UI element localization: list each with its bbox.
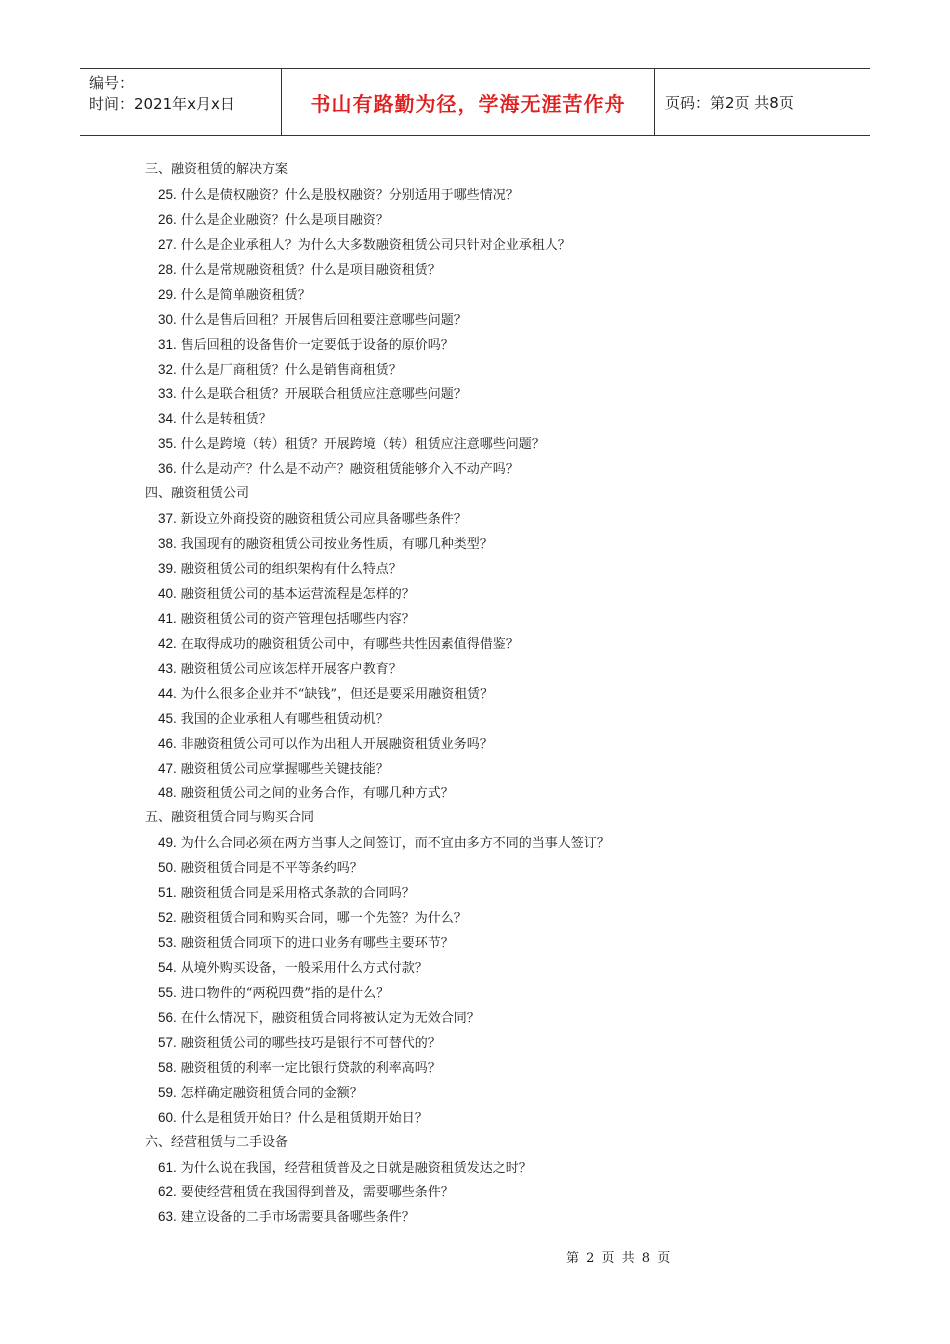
item-text: 融资租赁公司之间的业务合作，有哪几种方式？ xyxy=(180,786,454,802)
item-number: 46. xyxy=(158,735,177,751)
item-number: 61. xyxy=(158,1159,177,1175)
list-item xyxy=(145,1031,845,1056)
section-title: 四、融资租赁公司 xyxy=(145,486,250,502)
item-text: 融资租赁公司应掌握哪些关键技能？ xyxy=(180,761,389,777)
section-title: 六、经营租赁与二手设备 xyxy=(145,1134,289,1150)
list-item xyxy=(145,582,845,607)
item-text: 怎样确定融资租赁合同的金额？ xyxy=(180,1085,363,1101)
item-text: 融资租赁合同是不平等条约吗？ xyxy=(180,861,363,877)
date-label: 时间：2021年x月x日 xyxy=(89,95,235,113)
item-text: 融资租赁合同项下的进口业务有哪些主要环节？ xyxy=(180,936,454,952)
list-item xyxy=(145,931,845,956)
item-number: 34. xyxy=(158,411,177,427)
item-text: 在什么情况下，融资租赁合同将被认定为无效合同？ xyxy=(180,1010,480,1026)
list-item xyxy=(145,906,845,931)
item-text: 从境外购买设备，一般采用什么方式付款？ xyxy=(180,961,428,976)
item-text: 什么是企业融资？什么是项目融资？ xyxy=(180,212,389,228)
item-text: 融资租赁公司的组织架构有什么特点？ xyxy=(180,562,402,577)
item-text: 融资租赁合同和购买合同，哪一个先签？为什么？ xyxy=(180,911,467,927)
list-item xyxy=(145,856,845,881)
list-item xyxy=(145,233,845,258)
list-item xyxy=(145,407,845,432)
list-item xyxy=(145,632,845,657)
item-text: 进口物件的“两税四费”指的是什么？ xyxy=(180,985,390,1001)
question-list xyxy=(145,158,845,1230)
list-item xyxy=(145,382,845,407)
item-text: 融资租赁的利率一定比银行贷款的利率高吗？ xyxy=(180,1060,441,1076)
item-number: 48. xyxy=(158,785,177,801)
list-item xyxy=(145,183,845,208)
list-item xyxy=(145,1205,845,1230)
item-text: 什么是动产？什么是不动产？融资租赁能够介入不动产吗？ xyxy=(180,462,519,478)
list-item xyxy=(145,781,845,806)
item-number: 51. xyxy=(158,885,177,901)
item-number: 29. xyxy=(158,286,177,302)
list-item xyxy=(145,358,845,383)
item-text: 什么是联合租赁？开展联合租赁应注意哪些问题？ xyxy=(180,387,467,403)
section-title: 五、融资租赁合同与购买合同 xyxy=(145,810,315,826)
section-title: 三、融资租赁的解决方案 xyxy=(145,162,289,177)
list-item xyxy=(145,507,845,532)
list-item xyxy=(145,333,845,358)
list-item xyxy=(145,757,845,782)
list-item xyxy=(145,1006,845,1031)
item-text: 什么是转租赁？ xyxy=(180,412,272,428)
list-item xyxy=(145,532,845,557)
item-text: 什么是售后回租？开展售后回租要注意哪些问题？ xyxy=(180,312,467,328)
item-text: 什么是厂商租赁？什么是销售商租赁？ xyxy=(180,362,402,378)
item-number: 59. xyxy=(158,1084,177,1100)
list-item xyxy=(145,1106,845,1131)
item-number: 30. xyxy=(158,311,177,327)
item-text: 要使经营租赁在我国得到普及，需要哪些条件？ xyxy=(180,1185,454,1201)
item-text: 融资租赁公司的哪些技巧是银行不可替代的？ xyxy=(180,1035,441,1051)
item-number: 52. xyxy=(158,910,177,926)
item-text: 融资租赁公司的基本运营流程是怎样的？ xyxy=(180,586,415,602)
header-motto: 书山有路勤为径，学海无涯苦作舟 xyxy=(282,69,655,135)
item-number: 36. xyxy=(158,461,177,477)
list-item xyxy=(145,657,845,682)
item-text: 什么是简单融资租赁？ xyxy=(180,287,311,303)
list-item xyxy=(145,1180,845,1205)
item-text: 建立设备的二手市场需要具备哪些条件？ xyxy=(180,1210,415,1226)
list-item xyxy=(145,682,845,707)
item-number: 62. xyxy=(158,1184,177,1200)
list-item xyxy=(145,707,845,732)
list-item xyxy=(145,1156,845,1181)
item-text: 为什么很多企业并不“缺钱”，但还是要采用融资租赁？ xyxy=(180,686,494,702)
item-text: 售后回租的设备售价一定要低于设备的原价吗？ xyxy=(180,337,454,353)
item-text: 为什么说在我国，经营租赁普及之日就是融资租赁发达之时？ xyxy=(180,1160,532,1176)
item-text: 融资租赁合同是采用格式条款的合同吗？ xyxy=(180,886,415,902)
list-item xyxy=(145,308,845,333)
item-text: 什么是常规融资租赁？什么是项目融资租赁？ xyxy=(180,262,441,278)
header-page-number: 页码：第2页 共8页 xyxy=(665,93,794,112)
list-item xyxy=(145,732,845,757)
item-number: 27. xyxy=(158,236,177,252)
list-item xyxy=(145,881,845,906)
item-number: 26. xyxy=(158,211,177,227)
item-number: 37. xyxy=(158,511,177,527)
list-item xyxy=(145,283,845,308)
list-item xyxy=(145,1056,845,1081)
item-text: 我国的企业承租人有哪些租赁动机？ xyxy=(180,711,389,727)
item-text: 什么是租赁开始日？什么是租赁期开始日？ xyxy=(180,1110,428,1126)
item-number: 57. xyxy=(158,1034,177,1050)
item-number: 31. xyxy=(158,336,177,352)
item-number: 25. xyxy=(158,186,177,202)
item-number: 55. xyxy=(158,984,177,1000)
item-number: 38. xyxy=(158,536,177,552)
item-number: 42. xyxy=(158,635,177,651)
list-item xyxy=(145,432,845,457)
page-header xyxy=(80,68,870,136)
header-meta-cell xyxy=(80,69,282,135)
item-number: 43. xyxy=(158,660,177,676)
item-text: 什么是债权融资？什么是股权融资？分别适用于哪些情况？ xyxy=(180,187,519,203)
item-text: 为什么合同必须在两方当事人之间签订，而不宜由多方不同的当事人签订？ xyxy=(180,836,610,852)
list-item xyxy=(145,258,845,283)
item-number: 28. xyxy=(158,261,177,277)
item-number: 41. xyxy=(158,610,177,626)
item-number: 44. xyxy=(158,685,177,701)
list-item xyxy=(145,831,845,856)
item-text: 非融资租赁公司可以作为出租人开展融资租赁业务吗？ xyxy=(180,736,493,752)
item-text: 我国现有的融资租赁公司按业务性质，有哪几种类型？ xyxy=(180,537,493,553)
item-number: 39. xyxy=(158,561,177,576)
item-number: 60. xyxy=(158,1109,177,1125)
item-number: 50. xyxy=(158,860,177,876)
item-text: 新设立外商投资的融资租赁公司应具备哪些条件？ xyxy=(180,512,467,528)
item-number: 49. xyxy=(158,835,177,851)
item-number: 56. xyxy=(158,1009,177,1025)
item-text: 融资租赁公司的资产管理包括哪些内容？ xyxy=(180,611,415,627)
item-number: 33. xyxy=(158,386,177,402)
item-number: 47. xyxy=(158,760,177,776)
list-item xyxy=(145,457,845,482)
list-item xyxy=(145,607,845,632)
item-number: 63. xyxy=(158,1209,177,1225)
serial-number-label: 编号： xyxy=(89,74,135,92)
list-item xyxy=(145,981,845,1006)
list-item xyxy=(145,956,845,981)
item-number: 32. xyxy=(158,361,177,377)
item-number: 58. xyxy=(158,1059,177,1075)
item-number: 35. xyxy=(158,436,177,452)
item-text: 什么是企业承租人？为什么大多数融资租赁公司只针对企业承租人？ xyxy=(180,237,571,253)
item-text: 在取得成功的融资租赁公司中，有哪些共性因素值得借鉴？ xyxy=(180,636,519,652)
list-item xyxy=(145,208,845,233)
item-number: 40. xyxy=(158,585,177,601)
item-text: 什么是跨境（转）租赁？开展跨境（转）租赁应注意哪些问题？ xyxy=(180,437,545,453)
item-text: 融资租赁公司应该怎样开展客户教育？ xyxy=(180,661,402,677)
list-item xyxy=(145,557,845,582)
item-number: 54. xyxy=(158,960,177,975)
item-number: 45. xyxy=(158,710,177,726)
list-item xyxy=(145,1081,845,1106)
page-footer: 第 2 页 共 8 页 xyxy=(566,1251,671,1266)
item-number: 53. xyxy=(158,935,177,951)
